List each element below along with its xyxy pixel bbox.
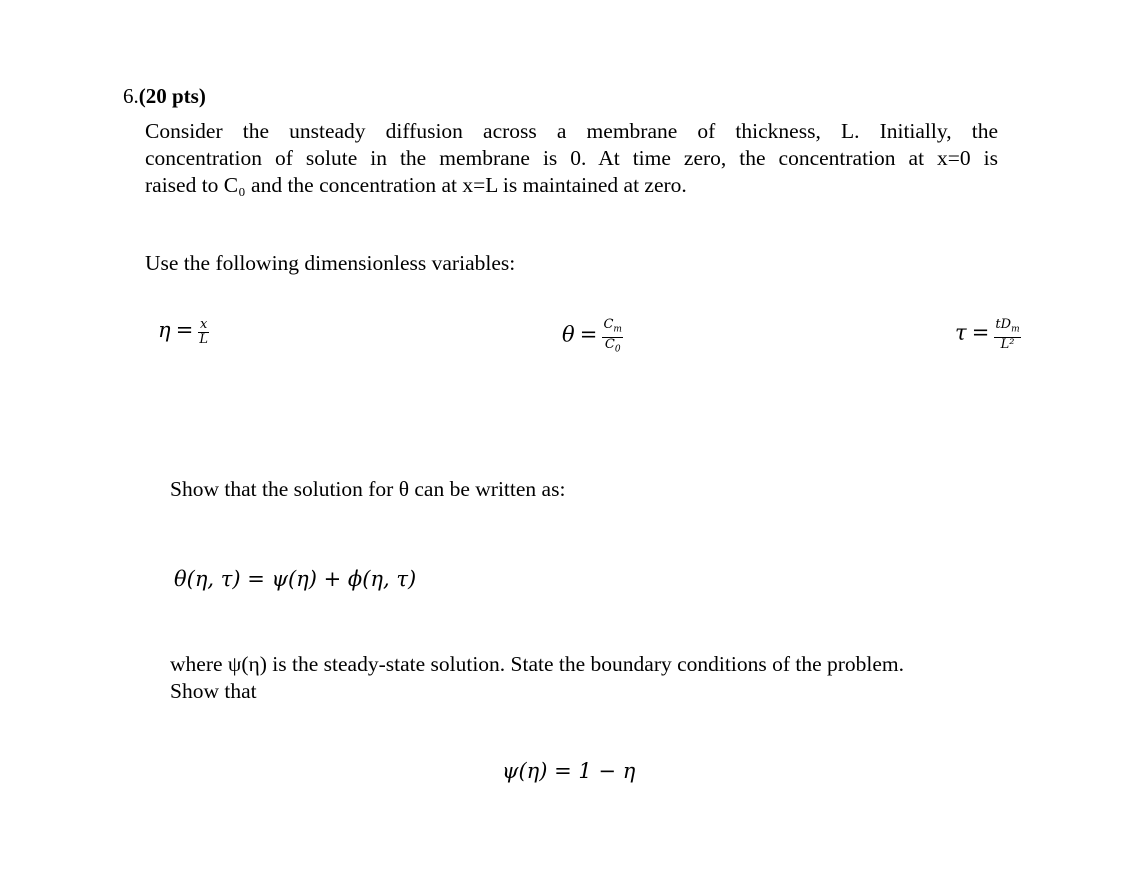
intro-line-2: concentration of solute in the membrane is 0. At time zero, the concentration at x=0 is bbox=[145, 146, 998, 170]
show-solution-text: Show that the solution for θ can be written as: bbox=[170, 477, 566, 501]
intro-line-3: raised to C₀ and the concentration at x=L is maintained at zero. bbox=[145, 173, 687, 197]
eta-fraction bbox=[198, 318, 209, 347]
where-text-line-1: where ψ(η) is the steady-state solution. State the boundary conditions of the problem. bbox=[170, 652, 905, 676]
eta-numerator: x bbox=[200, 317, 208, 332]
theta-equals: = bbox=[579, 322, 598, 347]
steady-state-equation: ψ(η) = 1 − η bbox=[502, 759, 636, 783]
tau-denominator: L² bbox=[1000, 336, 1015, 352]
tau-fraction bbox=[994, 318, 1020, 352]
theta-symbol: θ bbox=[562, 322, 575, 347]
eta-denominator: L bbox=[199, 332, 209, 347]
question-points: (20 pts) bbox=[138, 84, 206, 108]
theta-definition bbox=[562, 318, 623, 358]
eta-equals: = bbox=[175, 318, 194, 342]
eta-symbol: η bbox=[158, 318, 171, 342]
theta-denominator: $C_0$ bbox=[604, 336, 621, 355]
where-text-line-2: Show that bbox=[170, 679, 257, 703]
eta-definition bbox=[158, 318, 209, 358]
solution-equation: θ(η, τ) = ψ(η) + ϕ(η, τ) bbox=[174, 567, 417, 591]
question-heading bbox=[123, 84, 206, 109]
variables-intro: Use the following dimensionless variables: bbox=[145, 251, 516, 275]
intro-line-1: Consider the unsteady diffusion across a membrane of thickness, L. Initially, the bbox=[145, 119, 998, 143]
intro-paragraph bbox=[145, 118, 998, 199]
theta-fraction bbox=[602, 318, 623, 356]
tau-numerator: $tD_m$ bbox=[994, 318, 1020, 338]
question-number: 6. bbox=[123, 84, 139, 108]
tau-equals: = bbox=[971, 320, 990, 345]
tau-symbol: τ bbox=[955, 320, 967, 345]
theta-numerator: $C_m$ bbox=[602, 318, 623, 338]
tau-definition bbox=[955, 318, 1021, 358]
